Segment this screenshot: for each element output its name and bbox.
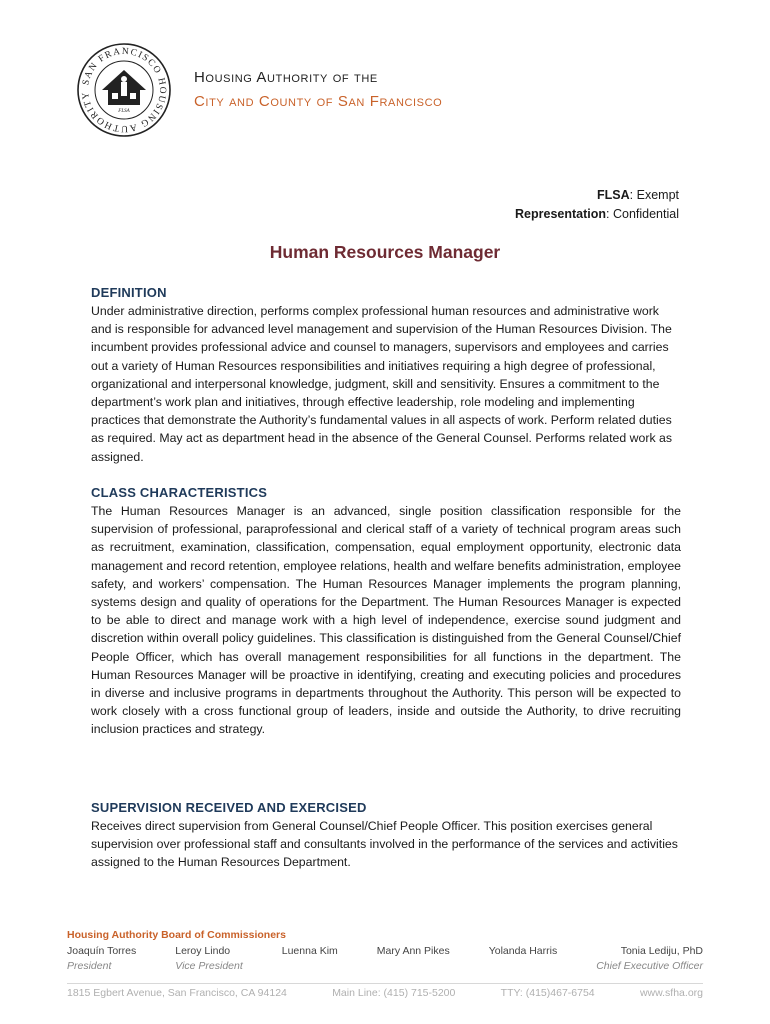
commissioner: [175, 944, 243, 974]
website-link[interactable]: www.sfha.org: [639, 987, 703, 999]
address: 1815 Egbert Avenue, San Francisco, CA 94124: [67, 987, 287, 999]
flsa-block: [515, 186, 679, 224]
seal-ring-text: SAN FRANCISCO HOUSING AUTHORITY: [80, 46, 168, 134]
class-characteristics-heading: CLASS CHARACTERISTICS: [91, 485, 268, 500]
footer: [67, 929, 703, 999]
representation-value: : Confidential: [606, 207, 679, 221]
supervision-section: [91, 800, 681, 872]
contact-line: [67, 987, 703, 999]
representation-label: Representation: [515, 207, 607, 221]
definition-heading: DEFINITION: [91, 285, 167, 300]
tty-phone: TTY: (415)467-6754: [500, 987, 595, 999]
flsa-value: : Exempt: [629, 188, 679, 202]
commissioner-name: Leroy Lindo: [175, 945, 231, 957]
flsa-label: FLSA: [597, 188, 630, 202]
commissioner-role: Vice President: [175, 960, 243, 972]
commissioner-name: Joaquín Torres: [67, 945, 137, 957]
supervision-body: Receives direct supervision from General Counsel/Chief People Officer. This position exercises general supervision over professional staff and consultants involved in the performance of the services and activities assigned to the Human Resources Department.: [91, 819, 678, 870]
supervision-heading: SUPERVISION RECEIVED AND EXERCISED: [91, 800, 367, 815]
commissioner-name: Luenna Kim: [281, 945, 338, 957]
class-characteristics-section: [91, 485, 681, 739]
commissioner: [596, 944, 703, 974]
housing-authority-seal: [76, 42, 172, 138]
definition-section: [91, 285, 681, 466]
commissioners-list: [67, 944, 703, 974]
commissioner-role: Chief Executive Officer: [596, 960, 703, 972]
commissioner-name: Tonia Lediju, PhD: [620, 945, 703, 957]
representation-line: [515, 205, 679, 224]
commissioner-name: Yolanda Harris: [488, 945, 558, 957]
footer-divider: [67, 983, 703, 984]
org-name-line1: Housing Authority of the: [194, 69, 378, 86]
commissioner-name: Mary Ann Pikes: [376, 945, 450, 957]
organization-name: [194, 66, 442, 114]
job-title: Human Resources Manager: [269, 242, 501, 262]
seal-icon: [76, 42, 172, 138]
seal-inner-label: FLSA: [118, 109, 130, 114]
class-characteristics-body: The Human Resources Manager is an advanced, single position classification responsible for the supervision of professional, paraprofessional and clerical staff of a variety of technical program areas such as recruitment, examination, classification, compensation, equal employment opportunity, electronic data management and record retention, employee relations, health and welfare benefits administration, employee safety, and workers’ compensation. The Human Resources Manager implements the program planning, systems design and quality of operations for the Department. The Human Resources Manager is expected to be able to direct and manage work with a high level of independence, exercise sound judgment and discretion within overall policy guidelines. This classification is distinguished from the General Counsel/Chief People Officer, which has overall management responsibilities for all functions in the department. The Human Resources Manager will be proactive in identifying, creating and executing policies and procedures in diverse and inclusive programs in departments throughout the Authority. This person will be expected to work closely with a cross functional group of leaders, inside and outside the Authority, to drive recruiting inclusion practices and strategy.: [91, 504, 681, 737]
org-name-line2: City and County of San Francisco: [194, 93, 443, 110]
definition-body: Under administrative direction, performs complex professional human resources and administrative work and is responsible for advanced level management and supervision of the Human Resources Division. The incumbent provides professional advice and counsel to managers, supervisors and employees and carries out a variety of Human Resources responsibilities and initiatives requiring a high degree of professional, organizational and interpersonal knowledge, judgment, skill and sensitivity. Ensures a commitment to the department’s work plan and initiatives, through effective leadership, role modeling and implementing practices that demonstrate the Authority’s fundamental values in all aspects of work. Perform related duties as required. May act as department head in the absence of the General Counsel. Performs related work as assigned.: [91, 304, 672, 464]
commissioner-role: President: [67, 960, 112, 972]
flsa-line: [515, 186, 679, 205]
commissioner: [67, 944, 136, 974]
board-title: Housing Authority Board of Commissioners: [67, 929, 286, 941]
commissioner: [377, 944, 450, 974]
commissioner: [489, 944, 558, 974]
main-phone: Main Line: (415) 715-5200: [332, 987, 456, 999]
commissioner: [282, 944, 338, 974]
